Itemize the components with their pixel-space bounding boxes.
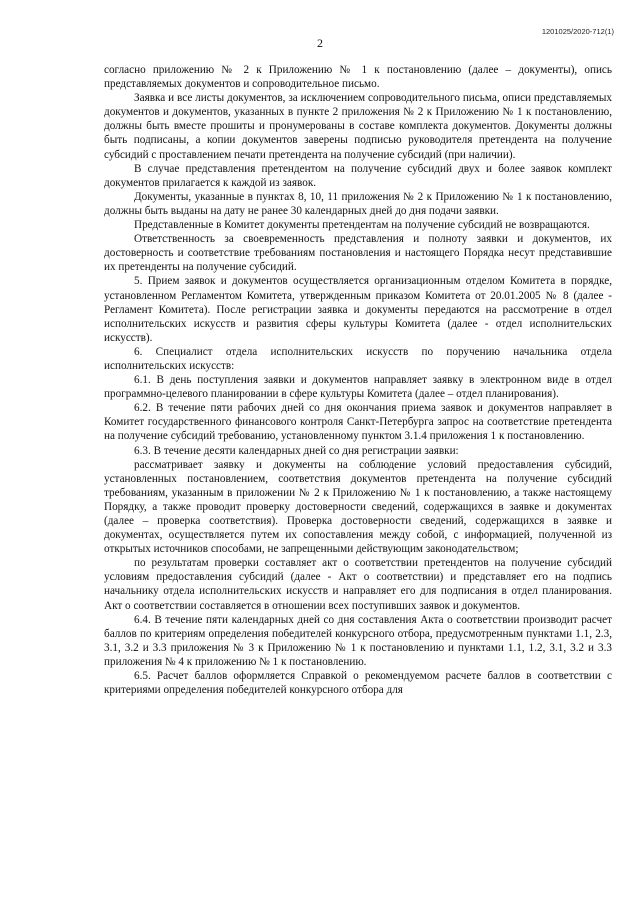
paragraph: Представленные в Комитет документы претендентам на получение субсидий не возвращаются.	[134, 219, 590, 232]
document-number: 1201025/2020-712(1)	[541, 27, 614, 36]
paragraph: В случае представления претендентом на получение субсидий двух и более заявок комплект документов прилагается к каждой из заявок.	[104, 162, 612, 189]
paragraph: Документы, указанные в пунктах 8, 10, 11 приложения № 2 к Приложению № 1 к постановлению, должны быть выданы на дату не ранее 30 календарных дней до дня подачи заявки.	[104, 190, 612, 217]
paragraph: 6.3. В течение десяти календарных дней со дня регистрации заявки:	[134, 444, 459, 457]
paragraph: 6. Специалист отдела исполнительских искусств по поручению начальника отдела исполнительских искусств:	[104, 345, 612, 372]
paragraph: 6.4. В течение пяти календарных дней со дня составления Акта о соответствии производит расчет баллов по критериям определения победителей конкурсного отбора, предусмотренным пунктами 1.1, 2.3, 3.1, 3.2 и 3.3 приложения № 3 к Приложению № 1 к постановлению и пунктами 1.1, 1.2, 3.1, 3.2 и 3.3 приложения № 4 к приложению № 1 к постановлению.	[104, 613, 612, 668]
paragraph: рассматривает заявку и документы на соблюдение условий предоставления субсидий, установленных постановлением, соответствия документов претендента на получение субсидий требованиям, указанным в приложении № 2 к Приложению № 1 к постановлению, а также настоящему Порядку, а также проводит проверку достоверности сведений, содержащихся в заявке и документах (далее – проверка соответствия). Проверка достоверности сведений, содержащихся в заявке и документах, осуществляется путем их сопоставления между собой, с информацией, полученной из открытых источников способами, не запрещенными действующим законодательством;	[104, 458, 612, 556]
paragraph: Ответственность за своевременность представления и полноту заявки и документов, их достоверность и соответствие требованиям постановления и настоящего Порядка несут представившие их претенденты на получение субсидий.	[104, 233, 612, 274]
paragraph: 6.2. В течение пяти рабочих дней со дня окончания приема заявок и документов направляет в Комитет государственного финансового контроля Санкт-Петербурга запрос на соответствие претендента на получение субсидий требованию, установленному пунктом 3.1.4 приложения 1 к постановлению.	[104, 402, 612, 443]
page-number: 2	[317, 36, 323, 50]
paragraph: по результатам проверки составляет акт о соответствии претендентов на получение субсидий условиям предоставления субсидий (далее - Акт о соответствии) и представляет его на подпись начальнику отдела исполнительских искусств и направляет его для подписания в отдел планирования. Акт о соответствии составляется в отношении всех поступивших заявок и документов.	[104, 557, 612, 612]
paragraph: 5. Прием заявок и документов осуществляется организационным отделом Комитета в порядке, установленном Регламентом Комитета, утвержденным приказом Комитета от 20.01.2005 № 8 (далее - Регламент Комитета). После регистрации заявка и документы передаются на рассмотрение в отдел исполнительских искусств и развития сферы культуры Комитета (далее - отдел исполнительских искусств).	[104, 275, 612, 344]
paragraph: Заявка и все листы документов, за исключением сопроводительного письма, описи представляемых документов и документов, указанных в пункте 2 приложения № 2 к Приложению № 1 к постановлению, должны быть вместе прошиты и пронумерованы в составе комплекта документов. Документы должны быть подписаны, а копии документов заверены подписью руководителя претендента на получение субсидий с проставлением печати претендента на получение субсидий (при наличии).	[104, 92, 612, 161]
paragraph: 6.1. В день поступления заявки и документов направляет заявку в электронном виде в отдел программно-целевого планировании в сфере культуры Комитета (далее – отдел планирования).	[104, 374, 612, 401]
paragraph: 6.5. Расчет баллов оформляется Справкой о рекомендуемом расчете баллов в соответствии с критериями определения победителей конкурсного отбора для	[104, 670, 612, 697]
paragraph: согласно приложению № 2 к Приложению № 1 к постановлению (далее – документы), опись представляемых документов и сопроводительное письмо.	[104, 64, 612, 91]
document-body	[104, 63, 612, 697]
